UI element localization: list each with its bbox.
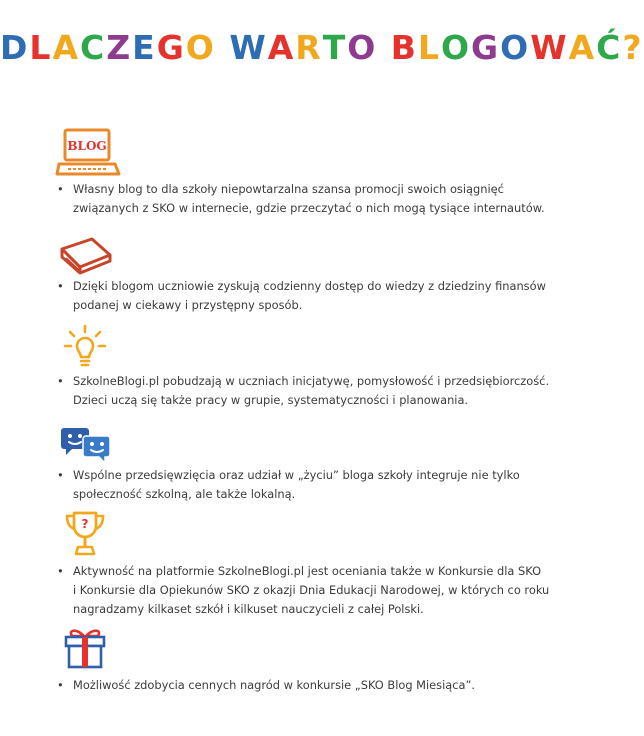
title-letter — [216, 26, 230, 70]
book-icon — [58, 235, 114, 275]
svg-text:BLOG: BLOG — [67, 139, 107, 153]
title-letter: Ć — [596, 28, 623, 67]
item-line: Wspólne przedsięwzięcia oraz udział w „życiu” bloga szkoły integruje nie tylko — [73, 468, 520, 482]
item-text — [57, 372, 550, 410]
item-text — [57, 466, 527, 504]
chat-faces-icon — [60, 424, 112, 464]
title-letter: G — [156, 28, 186, 67]
item-line: związanych z SKO w internecie, gdzie przeczytać o nich mogą tysiące internautów. — [73, 201, 545, 215]
bullet: • — [57, 564, 64, 578]
title-letter: A — [52, 28, 80, 67]
item-text — [57, 676, 527, 695]
bullet: • — [57, 468, 64, 482]
item-line: podanej w ciekawy i przystępny sposób. — [73, 298, 303, 312]
title-letter: W — [229, 28, 268, 67]
gift-icon — [62, 626, 108, 670]
lightbulb-icon — [62, 324, 108, 372]
title-letter: O — [347, 28, 378, 67]
trophy-icon — [63, 510, 107, 558]
title-letter: O — [440, 28, 472, 67]
item-line: Aktywność na platformie SzkolneBlogi.pl jest oceniania także w Konkursie dla SKO — [73, 564, 542, 578]
title-letter: E — [132, 28, 157, 67]
item-line: i Konkursie dla Opiekunów SKO z okazji Dnia Edukacji Narodowej, w których co roku — [73, 583, 550, 597]
item-line: nagradzamy kilkaset szkół i kilkuset nauczycieli z całej Polski. — [73, 602, 424, 616]
title-letter: W — [530, 28, 569, 67]
bullet: • — [57, 182, 64, 196]
title-letter — [377, 26, 391, 70]
title-letter: A — [267, 28, 296, 67]
item-line: Własny blog to dla szkoły niepowtarzalna szansa promocji swoich osiągnięć — [73, 182, 504, 196]
title-letter: O — [500, 28, 531, 67]
item-text — [57, 277, 546, 315]
item-text — [57, 180, 545, 218]
title-letter: ? — [622, 28, 644, 67]
bullet: • — [57, 678, 64, 692]
item-line: Możliwość zdobycia cennych nagród w konkursie „SKO Blog Miesiąca”. — [73, 678, 476, 692]
title-letter: Z — [106, 28, 133, 67]
title-letter: R — [295, 28, 323, 67]
item-text — [57, 562, 550, 619]
title-letter: G — [471, 28, 501, 67]
title-letter: A — [568, 28, 597, 67]
title-letter: L — [29, 28, 53, 67]
bullet: • — [57, 374, 64, 388]
item-line: Dzięki blogom uczniowie zyskują codzienny dostęp do wiedzy z dziedziny finansów — [73, 279, 546, 293]
item-line: SzkolneBlogi.pl pobudzają w uczniach inicjatywę, pomysłowość i przedsiębiorczość. — [73, 374, 550, 388]
title-letter: C — [79, 28, 107, 67]
svg-text:?: ? — [81, 517, 89, 531]
title-letter: T — [322, 28, 348, 67]
item-line: społeczność szkolną, ale także lokalną. — [73, 487, 296, 501]
title-letter: L — [417, 28, 441, 67]
title-letter: O — [185, 28, 216, 67]
title-letter: B — [390, 28, 418, 67]
bullet: • — [57, 279, 64, 293]
item-line: Dzieci uczą się także pracy w grupie, systematyczności i planowania. — [73, 393, 469, 407]
laptop-blog-icon — [56, 128, 122, 178]
title-letter: D — [0, 28, 30, 67]
page-title — [0, 26, 644, 70]
